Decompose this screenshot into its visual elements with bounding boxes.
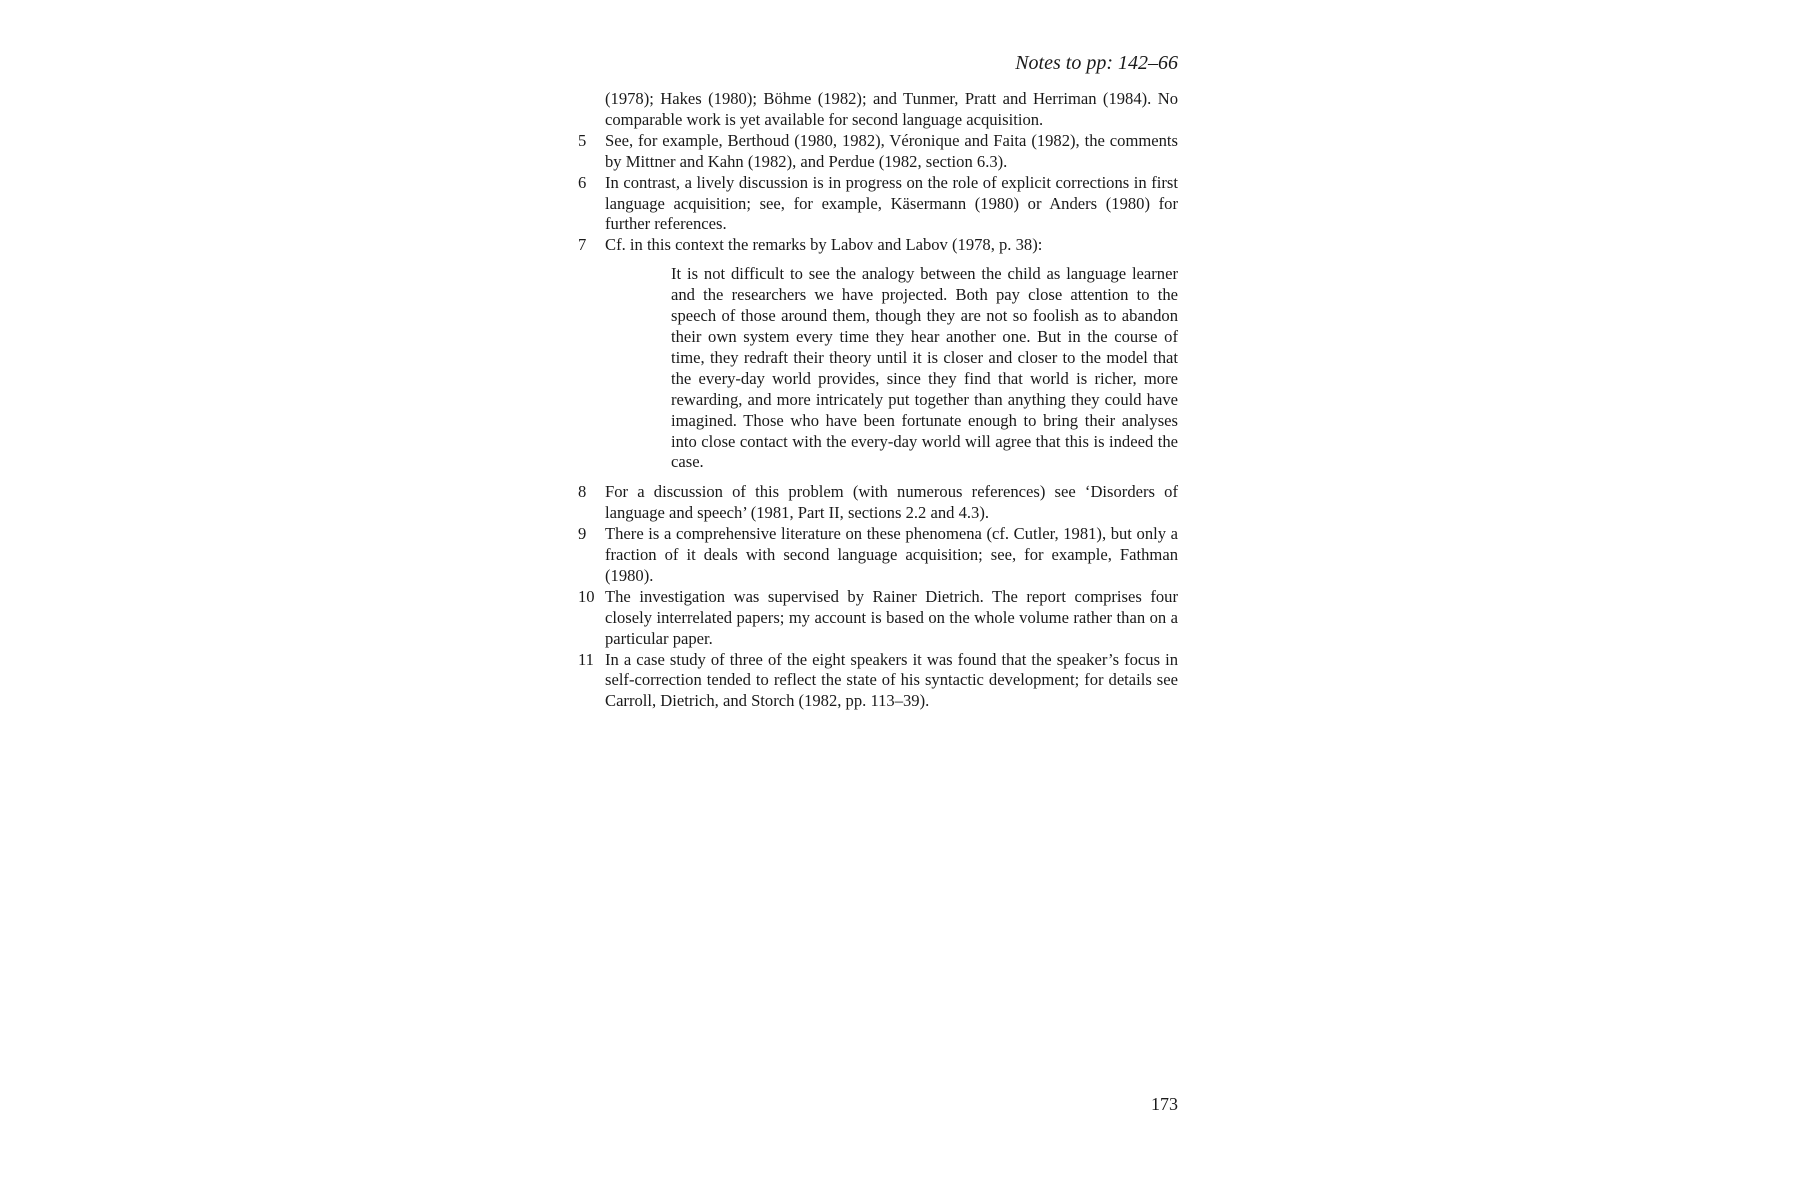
note-5 <box>578 131 1178 173</box>
note-9 <box>578 524 1178 587</box>
book-page <box>578 50 1178 1130</box>
note-6 <box>578 173 1178 236</box>
note-number: 7 <box>578 235 587 255</box>
page-number: 173 <box>1151 1094 1178 1114</box>
note-text: (1978); Hakes (1980); Böhme (1982); and Tunmer, Pratt and Herriman (1984). No comparable work is yet available for second language acquisition. <box>605 89 1178 129</box>
note-11 <box>578 650 1178 713</box>
note-text: In a case study of three of the eight speakers it was found that the speaker’s focus in self-correction tended to reflect the state of his syntactic development; for details see Carroll, Dietrich, and Storch (1982, pp. 113–39). <box>605 649 1178 711</box>
note-number: 5 <box>578 130 587 150</box>
note-text: There is a comprehensive literature on these phenomena (cf. Cutler, 1981), but only a fraction of it deals with second language acquisition; see, for example, Fathman (1980). <box>605 524 1178 585</box>
note-text: Cf. in this context the remarks by Labov and Labov (1978, p. 38): <box>605 235 1043 255</box>
running-head: Notes to pp: 142–66 <box>1015 52 1178 74</box>
note-10 <box>578 587 1178 650</box>
note-text: For a discussion of this problem (with numerous references) see ‘Disorders of language and speech’ (1981, Part II, sections 2.2 and 4.3). <box>605 482 1178 523</box>
note-number: 11 <box>578 649 594 669</box>
note-number: 6 <box>578 172 587 192</box>
note-number: 8 <box>578 482 587 502</box>
note-continuation <box>578 89 1178 131</box>
note-8 <box>578 482 1178 524</box>
endnotes-list <box>578 89 1178 712</box>
note-number: 9 <box>578 524 587 544</box>
note-text: In contrast, a lively discussion is in progress on the role of explicit corrections in first language acquisition; see, for example, Käsermann (1980) or Anders (1980) for further references. <box>605 172 1178 234</box>
note-text: See, for example, Berthoud (1980, 1982), Véronique and Faita (1982), the comments by Mittner and Kahn (1982), and Perdue (1982, section 6.3). <box>605 130 1178 171</box>
note-7 <box>578 235 1178 256</box>
block-quote: It is not difficult to see the analogy between the child as language learner and the researchers we have projected. Both pay close attention to the speech of those around them, though they are not so foolish as to abandon their own system every time they hear another one. But in the course of time, they redraft their theory until it is closer and closer to the model that the every-day world provides, since they find that world is richer, more rewarding, and more intricately put together than anything they could have imagined. Those who have been fortunate enough to bring their analyses into close contact with the every-day world will agree that this is indeed the case. <box>671 264 1178 472</box>
note-text: The investigation was supervised by Rainer Dietrich. The report comprises four closely interrelated papers; my account is based on the whole volume rather than on a particular paper. <box>605 586 1178 648</box>
note-number: 10 <box>578 586 595 606</box>
